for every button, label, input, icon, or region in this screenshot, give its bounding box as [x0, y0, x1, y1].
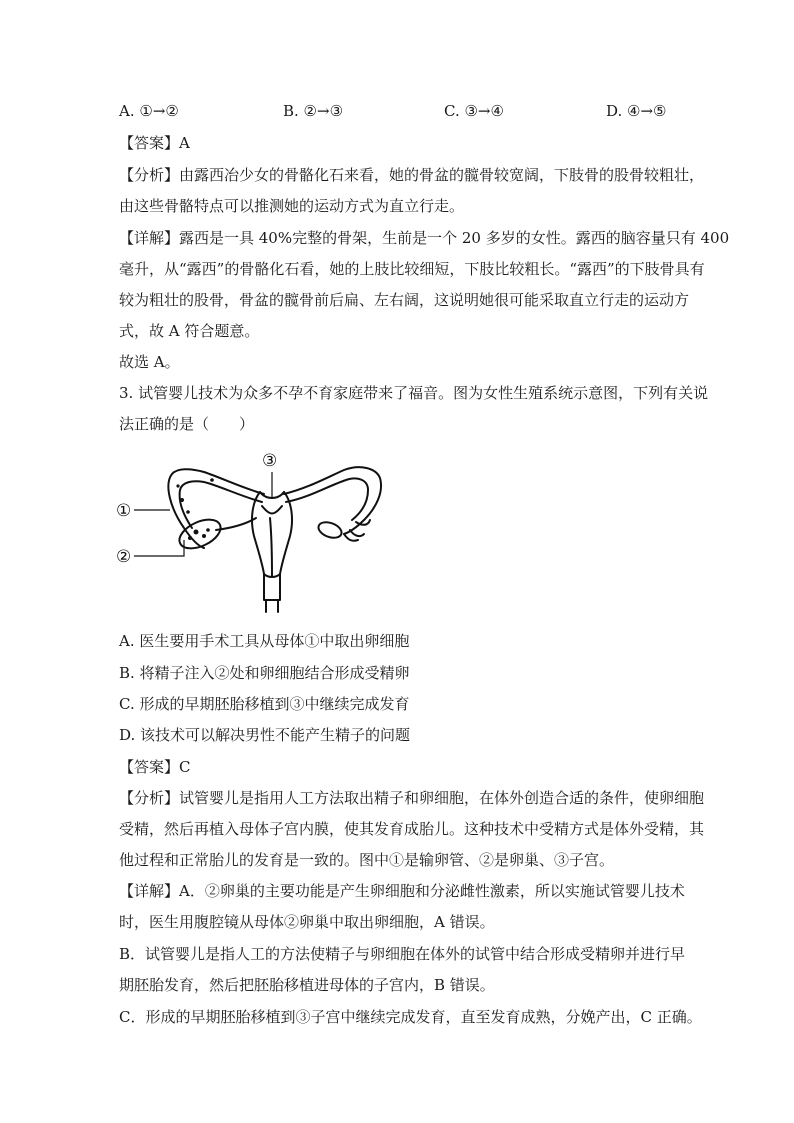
q2-analysis-line: 由这些骨骼特点可以推测她的运动方式为直立行走。 [119, 197, 465, 215]
q3-option-d: D. 该技术可以解决男性不能产生精子的问题 [119, 726, 411, 744]
q3-answer: 【答案】C [119, 758, 191, 776]
q2-analysis-line: 【分析】由露西冶少女的骨骼化石来看，她的骨盆的髋骨较宽阔，下肢骨的股骨较粗壮， [119, 166, 705, 184]
q2-detail-line: 较为粗壮的股骨，骨盆的髋骨前后扁、左右阔，这说明她很可能采取直立行走的运动方 [119, 291, 690, 309]
q3-detail-line: 期胚胎发育，然后把胚胎移植进母体的子宫内，B 错误。 [119, 976, 495, 994]
q3-analysis-line: 【分析】试管婴儿是指用人工方法取出精子和卵细胞，在体外创造合适的条件，使卵细胞 [119, 789, 705, 807]
q2-option-d: D. ④→⑤ [606, 102, 667, 120]
reproductive-system-diagram [112, 450, 392, 615]
label-2-leader [134, 540, 184, 556]
q2-detail-line: 【详解】露西是一具 40%完整的骨架，生前是一个 20 多岁的女性。露西的脑容量只有 400 [119, 229, 730, 247]
q3-analysis-line: 他过程和正常胎儿的发育是一致的。图中①是输卵管、②是卵巢、③子宫。 [119, 851, 615, 869]
q3-stem-line: 法正确的是（ ） [119, 415, 255, 433]
q3-detail-line: B．试管婴儿是指人工的方法使精子与卵细胞在体外的试管中结合形成受精卵并进行早 [119, 945, 686, 963]
q2-option-a: A. ①→② [119, 102, 179, 120]
label-1: ① [116, 501, 132, 521]
right-ovary [316, 519, 343, 540]
q2-detail-line: 式，故 A 符合题意。 [119, 322, 260, 340]
q3-option-c: C. 形成的早期胚胎移植到③中继续完成发育 [119, 695, 410, 713]
label-2: ② [116, 547, 132, 567]
q3-detail-line: 【详解】A．②卵巢的主要功能是产生卵细胞和分泌雌性激素，所以实施试管婴儿技术 [119, 882, 685, 900]
q2-answer: 【答案】A [119, 134, 190, 152]
q3-option-b: B. 将精子注入②处和卵细胞结合形成受精卵 [119, 664, 410, 682]
q2-detail-line: 毫升，从“露西”的骨骼化石看，她的上肢比较细短，下肢比较粗长。“露西”的下肢骨具有 [119, 260, 705, 278]
q3-stem-line: 3. 试管婴儿技术为众多不孕不育家庭带来了福音。图为女性生殖系统示意图，下列有关说 [119, 384, 709, 402]
left-ovary [175, 514, 225, 554]
q2-conclusion: 故选 A。 [119, 353, 180, 371]
q3-analysis-line: 受精，然后再植入母体子宫内膜，使其发育成胎儿。这种技术中受精方式是体外受精，其 [119, 820, 705, 838]
label-3: ③ [262, 451, 278, 471]
q3-detail-line: 时，医生用腹腔镜从母体②卵巢中取出卵细胞，A 错误。 [119, 913, 495, 931]
q3-option-a: A. 医生要用手术工具从母体①中取出卵细胞 [119, 632, 410, 650]
q2-option-c: C. ③→④ [444, 102, 504, 120]
q2-option-b: B. ②→③ [283, 102, 344, 120]
q3-detail-line: C．形成的早期胚胎移植到③子宫中继续完成发育，直至发育成熟，分娩产出，C 正确。 [119, 1008, 702, 1026]
q2-options [0, 102, 794, 124]
